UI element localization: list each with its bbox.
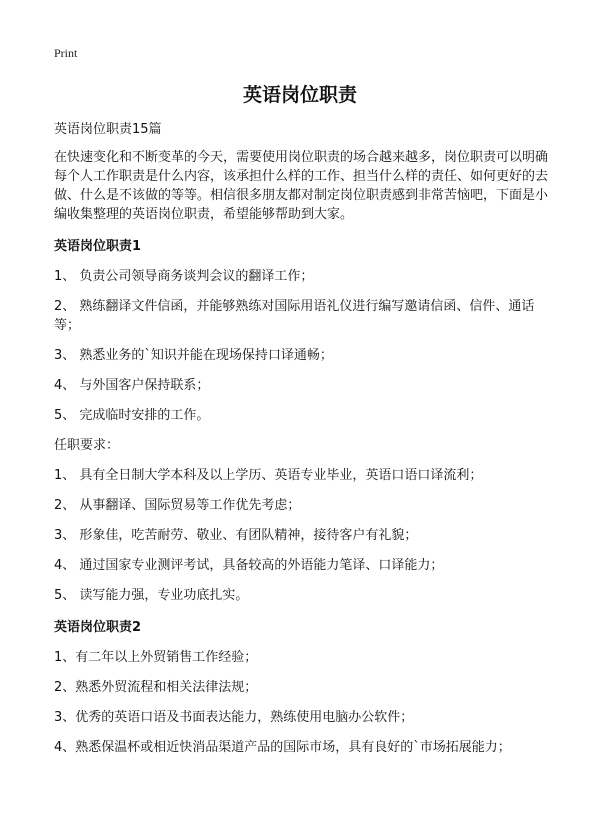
- duty-item: 2、 熟练翻译文件信函，并能够熟练对国际用语礼仪进行编写邀请信函、信件、通话等；: [54, 299, 535, 333]
- requirement-item: 3、 形象佳，吃苦耐劳、敬业、有团队精神，接待客户有礼貌；: [54, 528, 418, 543]
- section-heading-1: 英语岗位职责1: [54, 239, 142, 254]
- list-item: 1、有二年以上外贸销售工作经验；: [54, 650, 258, 665]
- section-heading-2: 英语岗位职责2: [54, 620, 142, 635]
- list-item: 4、熟悉保温杯或相近快消品渠道产品的国际市场，具有良好的`市场拓展能力；: [54, 740, 511, 755]
- requirement-item: 4、 通过国家专业测评考试，具备较高的外语能力笔译、口译能力；: [54, 558, 444, 573]
- list-item: 2、熟悉外贸流程和相关法律法规；: [54, 680, 258, 695]
- document-body: [54, 120, 550, 768]
- print-label: Print: [54, 46, 78, 60]
- duty-item: 5、 完成临时安排的工作。: [54, 408, 210, 423]
- document-subtitle: 英语岗位职责15篇: [54, 122, 162, 137]
- list-item: 3、优秀的英语口语及书面表达能力，熟练使用电脑办公软件；: [54, 710, 414, 725]
- duty-item: 1、 负责公司领导商务谈判会议的翻译工作；: [54, 269, 314, 284]
- duty-item: 3、 熟悉业务的`知识并能在现场保持口译通畅；: [54, 348, 333, 363]
- intro-paragraph: 在快速变化和不断变革的今天，需要使用岗位职责的场合越来越多，岗位职责可以明确每个人工作职责是什么内容，该承担什么样的工作、担当什么样的责任、如何更好的去做、什么是不该做的等等。相信很多朋友都对制定岗位职责感到非常苦恼吧，下面是小编收集整理的英语岗位职责，希望能够帮助到大家。: [54, 150, 549, 222]
- requirement-item: 5、 读写能力强，专业功底扎实。: [54, 588, 249, 603]
- duty-item: 4、 与外国客户保持联系；: [54, 378, 210, 393]
- document-title: 英语岗位职责: [242, 84, 357, 106]
- requirement-item: 2、 从事翻译、国际贸易等工作优先考虑；: [54, 498, 301, 513]
- requirement-item: 1、 具有全日制大学本科及以上学历、英语专业毕业，英语口语口译流利；: [54, 468, 483, 483]
- requirements-label: 任职要求：: [54, 438, 120, 453]
